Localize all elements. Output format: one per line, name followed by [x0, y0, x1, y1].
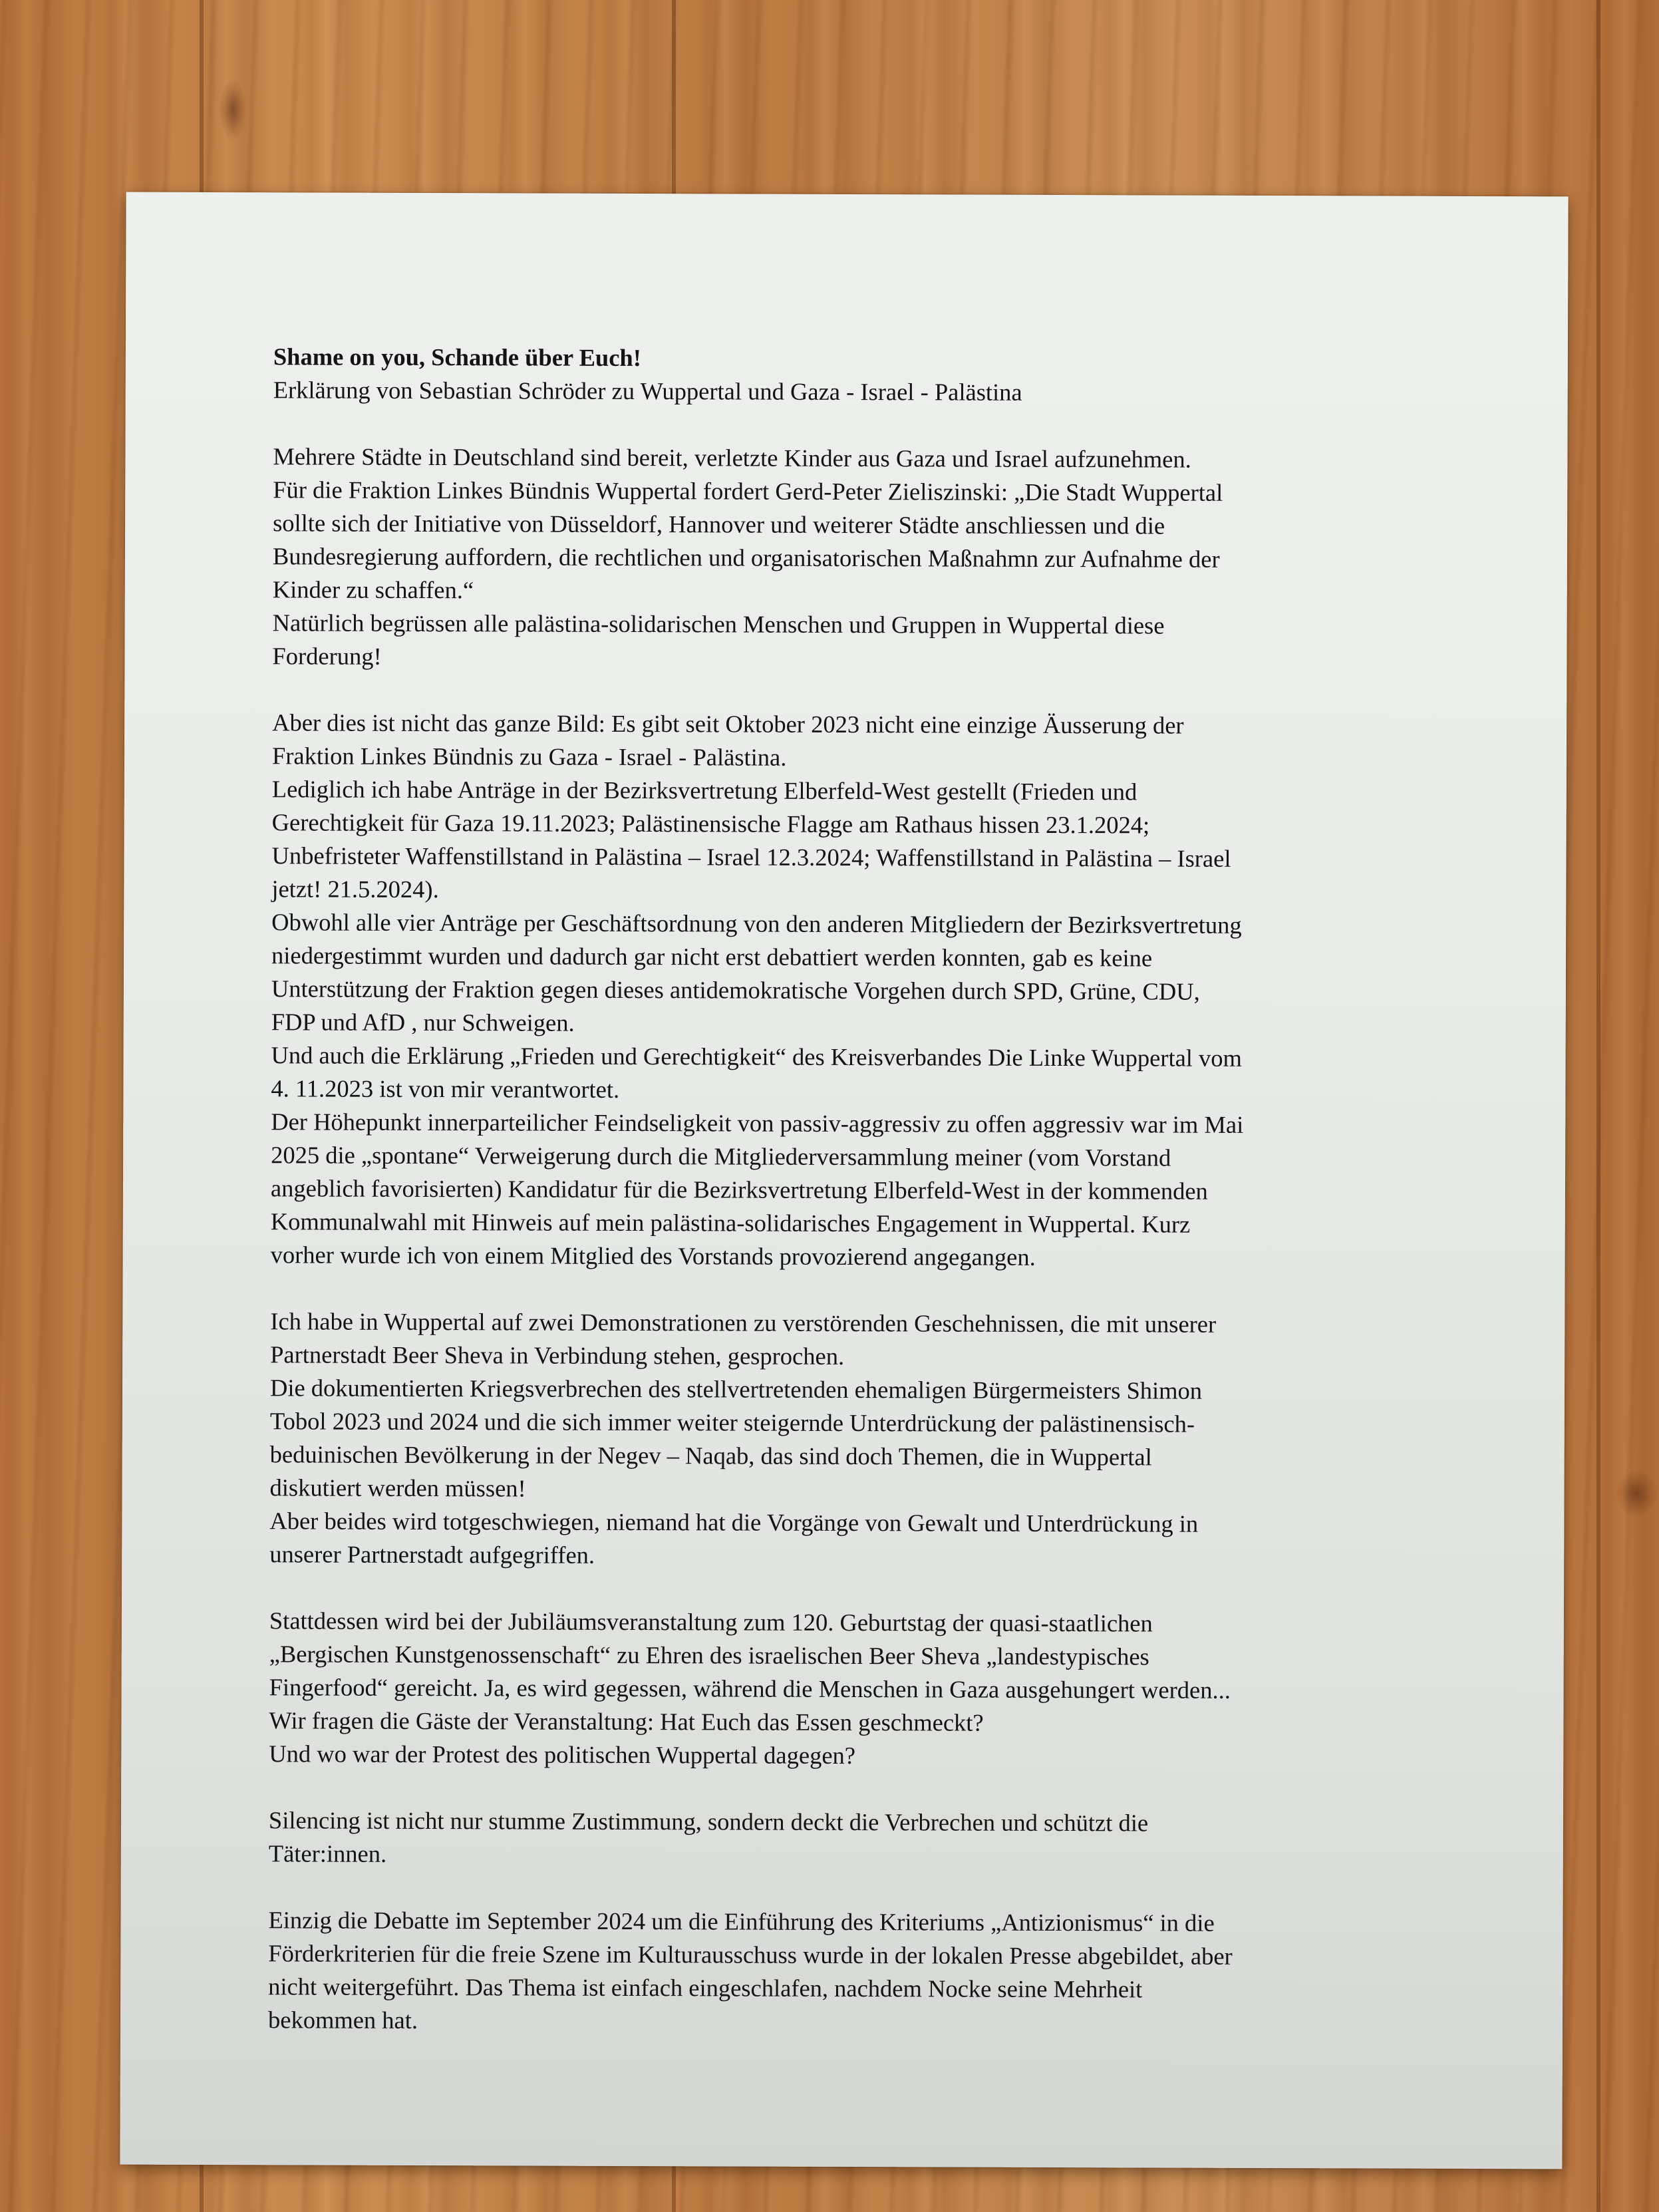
paragraph	[268, 1903, 1453, 2040]
paragraph-gap	[269, 1770, 1453, 1808]
document-title: Shame on you, Schande über Euch!	[273, 343, 641, 372]
text-line: nicht weitergeführt. Das Thema ist einfach eingeschlafen, nachdem Nocke seine Mehrheit	[268, 1973, 1143, 2003]
text-line: Förderkriterien für die freie Szene im Kulturausschuss wurde in der lokalen Presse abgebildet, aber	[268, 1939, 1233, 1970]
text-line: Erklärung von Sebastian Schröder zu Wuppertal und Gaza - Israel - Palästina	[273, 376, 1022, 406]
text-line: diskutiert werden müssen!	[269, 1474, 526, 1502]
text-line: niedergestimmt wurden und dadurch gar nicht erst debattiert werden konnten, gab es keine	[271, 941, 1153, 972]
text-line: beduinischen Bevölkerung in der Negev – Naqab, das sind doch Themen, die in Wuppertal	[269, 1440, 1152, 1471]
text-line: Natürlich begrüssen alle palästina-solidarischen Menschen und Gruppen in Wuppertal diese	[272, 609, 1165, 639]
wood-knot	[220, 80, 246, 140]
text-line: Für die Fraktion Linkes Bündnis Wuppertal fordert Gerd-Peter Zieliszinski: „Die Stadt Wuppertal	[273, 476, 1223, 506]
document-subtitle	[273, 373, 1457, 410]
paragraph	[271, 706, 1457, 1275]
text-line: Bundesregierung auffordern, die rechtlichen und organisatorischen Maßnahmn zur Aufnahme der	[272, 542, 1220, 573]
text-line: Gerechtigkeit für Gaza 19.11.2023; Palästinensische Flagge am Rathaus hissen 23.1.2024;	[271, 808, 1150, 839]
wood-knot	[1616, 1470, 1656, 1517]
text-line: Der Höhepunkt innerparteilicher Feindseligkeit von passiv-aggressiv zu offen aggressiv war im Mai	[271, 1108, 1244, 1138]
paragraph	[269, 1604, 1453, 1774]
text-line: Aber beides wird totgeschwiegen, niemand hat die Vorgänge von Gewalt und Unterdrückung in	[269, 1507, 1199, 1537]
text-line: jetzt! 21.5.2024).	[271, 875, 439, 903]
text-line: Unterstützung der Fraktion gegen dieses antidemokratische Vorgehen durch SPD, Grüne, CDU,	[271, 975, 1200, 1005]
paragraph	[269, 1305, 1454, 1575]
text-line: Kommunalwahl mit Hinweis auf mein palästina-solidarisches Engagement in Wuppertal. Kurz	[270, 1207, 1191, 1238]
posted-paper-sheet	[120, 192, 1568, 2169]
paragraph-gap	[273, 406, 1457, 444]
paragraph-gap	[272, 673, 1456, 710]
text-line: angeblich favorisierten) Kandidatur für die Bezirksvertretung Elberfeld-West in der kommenden	[270, 1174, 1208, 1205]
statement-text	[268, 340, 1457, 2040]
text-line: Die dokumentierten Kriegsverbrechen des stellvertretenden ehemaligen Bürgermeisters Shimon	[269, 1374, 1203, 1404]
text-line: FDP und AfD , nur Schweigen.	[271, 1008, 575, 1036]
paragraph-gap	[269, 1571, 1453, 1608]
text-line: vorher wurde ich von einem Mitglied des Vorstands provozierend angegangen.	[270, 1241, 1036, 1271]
text-line: Fraktion Linkes Bündnis zu Gaza - Israel - Palästina.	[271, 742, 787, 771]
text-line: Unbefristeter Waffenstillstand in Palästina – Israel 12.3.2024; Waffenstillstand in Palästina – Israel	[271, 842, 1231, 872]
text-line: sollte sich der Initiative von Düsseldorf, Hannover und weiterer Städte anschliessen und die	[273, 509, 1165, 540]
text-line: Kinder zu schaffen.“	[272, 575, 474, 604]
text-line: 4. 11.2023 ist von mir verantwortet.	[271, 1074, 620, 1103]
text-line: „Bergischen Kunstgenossenschaft“ zu Ehren des israelischen Beer Sheva „landestypisches	[269, 1640, 1149, 1670]
text-line: Forderung!	[272, 642, 382, 670]
text-line: Täter:innen.	[268, 1839, 387, 1867]
text-line: Mehrere Städte in Deutschland sind bereit, verletzte Kinder aus Gaza und Israel aufzunehmen.	[273, 442, 1191, 473]
text-line: unserer Partnerstadt aufgegriffen.	[269, 1540, 595, 1569]
text-line: Und auch die Erklärung „Frieden und Gerechtigkeit“ des Kreisverbandes Die Linke Wuppertal vom	[271, 1041, 1243, 1072]
text-line: Partnerstadt Beer Sheva in Verbindung stehen, gesprochen.	[270, 1341, 845, 1370]
text-line: Wir fragen die Gäste der Veranstaltung: Hat Euch das Essen geschmeckt?	[269, 1706, 984, 1736]
text-line: Fingerfood“ gereicht. Ja, es wird gegessen, während die Menschen in Gaza ausgehungert werden...	[269, 1673, 1231, 1704]
paragraph	[272, 440, 1457, 677]
text-line: Obwohl alle vier Anträge per Geschäftsordnung von den anderen Mitgliedern der Bezirksvertretung	[271, 908, 1242, 939]
text-line: Und wo war der Protest des politischen Wuppertal dagegen?	[269, 1740, 856, 1770]
paragraph	[269, 1804, 1453, 1874]
text-line: Einzig die Debatte im September 2024 um die Einführung des Kriteriums „Antizionismus“ in die	[268, 1906, 1215, 1937]
text-line: bekommen hat.	[267, 2006, 418, 2034]
paragraph-gap	[269, 1870, 1453, 1907]
text-line: Stattdessen wird bei der Jubiläumsveranstaltung zum 120. Geburtstag der quasi-staatlichen	[269, 1607, 1153, 1637]
text-line: Aber dies ist nicht das ganze Bild: Es gibt seit Oktober 2023 nicht eine einzige Äusserung der	[272, 709, 1184, 739]
paragraph-gap	[270, 1271, 1454, 1309]
text-line: Silencing ist nicht nur stumme Zustimmung, sondern deckt die Verbrechen und schützt die	[268, 1806, 1149, 1837]
text-line: Tobol 2023 und 2024 und die sich immer weiter steigernde Unterdrückung der palästinensisch-	[269, 1407, 1195, 1438]
text-line: Ich habe in Wuppertal auf zwei Demonstrationen zu verstörenden Geschehnissen, die mit unserer	[270, 1307, 1217, 1338]
text-line: Lediglich ich habe Anträge in der Bezirksvertretung Elberfeld-West gestellt (Frieden und	[271, 775, 1137, 806]
wood-plank-seam	[1596, 0, 1600, 2212]
text-line: 2025 die „spontane“ Verweigerung durch die Mitgliederversammlung meiner (vom Vorstand	[271, 1141, 1171, 1172]
